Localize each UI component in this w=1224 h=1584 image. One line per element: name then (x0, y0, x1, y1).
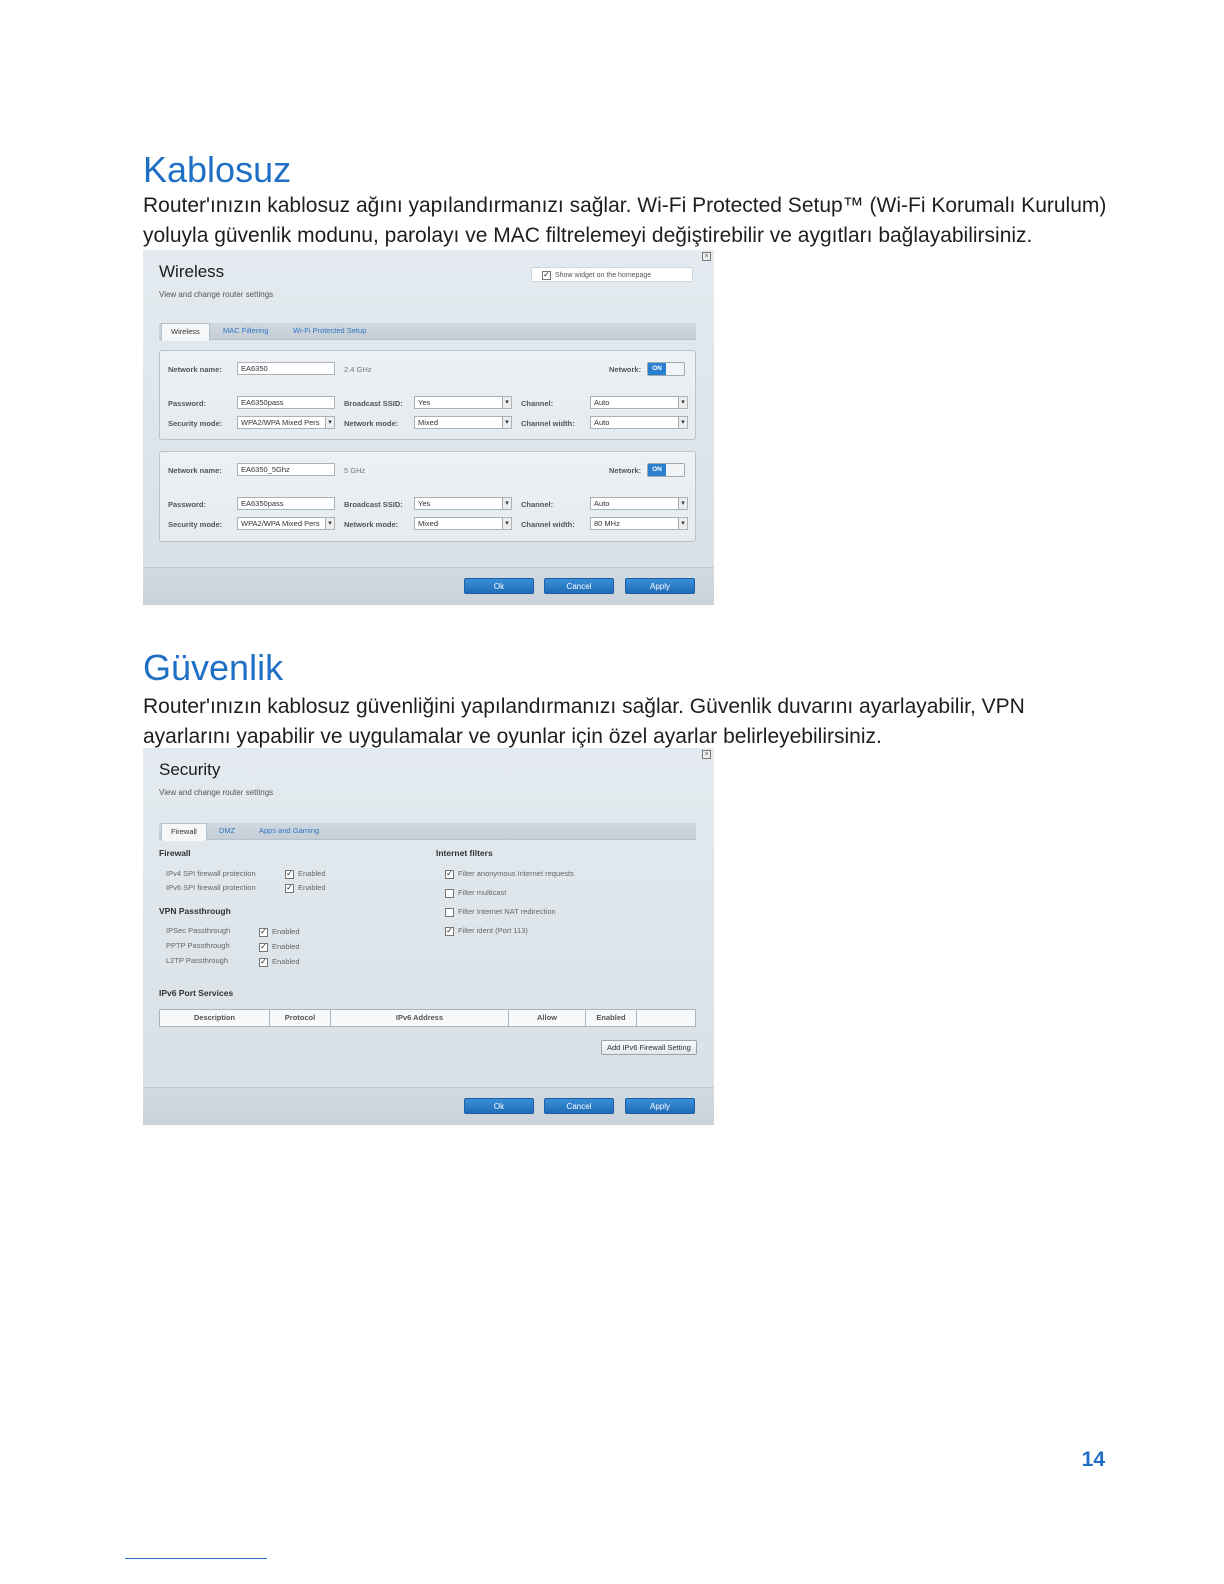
pptp-checkbox[interactable] (259, 942, 300, 952)
channel-width-label: Channel width: (521, 419, 575, 428)
checkbox-checked-icon[interactable]: ✓ (260, 926, 267, 936)
firewall-heading: Firewall (159, 848, 191, 858)
section-guvenlik-para-line1: Router'ınızın kablosuz güvenliğini yapılandırmanızı sağlar. Güvenlik duvarını ayarlayabilir, VPN (143, 695, 1025, 718)
panel-title: Security (159, 760, 221, 779)
broadcast-ssid-label: Broadcast SSID: (344, 399, 403, 408)
channel-select[interactable]: Auto ▾ (590, 396, 688, 409)
ok-button[interactable]: Ok (464, 578, 534, 594)
checkbox-unchecked-icon[interactable] (445, 908, 454, 917)
panel-subtitle: View and change router settings (159, 788, 274, 797)
security-mode-select[interactable]: WPA2/WPA Mixed Pers ▾ (237, 517, 335, 530)
filter-ident-checkbox[interactable] (445, 926, 528, 936)
section-guvenlik (143, 648, 1123, 752)
filter-multicast-checkbox[interactable] (445, 888, 506, 898)
network-mode-label: Network mode: (344, 520, 399, 529)
cancel-button[interactable]: Cancel (544, 1098, 614, 1114)
page-number: 14 (1081, 1448, 1105, 1471)
enabled-label: Enabled (298, 869, 326, 878)
password-label: Password: (168, 399, 206, 408)
footnote-rule (125, 1558, 267, 1559)
ipsec-checkbox[interactable] (259, 927, 300, 937)
column-header-description: Description (160, 1010, 270, 1026)
security-mode-label: Security mode: (168, 419, 223, 428)
tab-wifi-protected-setup[interactable]: Wi-Fi Protected Setup (293, 326, 367, 335)
l2tp-label: L2TP Passthrough (166, 956, 228, 965)
network-mode-label: Network mode: (344, 419, 399, 428)
filter-anonymous-checkbox[interactable] (445, 869, 574, 879)
tab-wireless[interactable]: Wireless (161, 323, 210, 341)
channel-select[interactable]: Auto ▾ (590, 497, 688, 510)
checkbox-checked-icon[interactable]: ✓ (260, 956, 267, 966)
ipv6-port-services-heading: IPv6 Port Services (159, 988, 234, 998)
broadcast-ssid-label: Broadcast SSID: (344, 500, 403, 509)
vpn-passthrough-heading: VPN Passthrough (159, 906, 231, 916)
section-kablosuz (143, 150, 1123, 251)
ok-button[interactable]: Ok (464, 1098, 534, 1114)
enabled-label: Enabled (272, 942, 300, 951)
filter-nat-label: Filter Internet NAT redirection (458, 907, 556, 916)
show-widget-toggle[interactable] (531, 267, 693, 282)
channel-label: Channel: (521, 399, 554, 408)
pptp-label: PPTP Passthrough (166, 941, 230, 950)
panel-title: Wireless (159, 262, 225, 281)
ipv4-spi-checkbox[interactable] (285, 869, 326, 879)
panel-footer (143, 1087, 714, 1125)
ipv6-port-services-table (159, 1009, 696, 1027)
apply-button[interactable]: Apply (625, 578, 695, 594)
close-icon[interactable]: × (702, 750, 711, 759)
section-title-kablosuz: Kablosuz (143, 149, 292, 190)
add-ipv6-firewall-button[interactable]: Add IPv6 Firewall Setting (601, 1040, 697, 1055)
channel-width-label: Channel width: (521, 520, 575, 529)
checkbox-checked-icon[interactable]: ✓ (286, 882, 293, 892)
checkbox-checked-icon[interactable]: ✓ (543, 269, 550, 279)
column-header-ipv6-address: IPv6 Address (331, 1010, 509, 1026)
network-name-input[interactable]: EA6350 (237, 362, 335, 375)
section-title-guvenlik: Güvenlik (143, 647, 284, 688)
cancel-button[interactable]: Cancel (544, 578, 614, 594)
security-panel-screenshot (143, 748, 714, 1125)
checkbox-checked-icon[interactable]: ✓ (286, 868, 293, 878)
column-header-allow: Allow (509, 1010, 586, 1026)
apply-button[interactable]: Apply (625, 1098, 695, 1114)
filter-multicast-label: Filter multicast (458, 888, 507, 897)
network-mode-select[interactable]: Mixed ▾ (414, 416, 512, 429)
network-toggle[interactable] (647, 362, 685, 376)
wireless-panel-screenshot (143, 250, 714, 605)
section-guvenlik-para-line2: ayarlarını yapabilir ve uygulamalar ve oyunlar için özel ayarlar belirleyebilirsiniz. (143, 725, 882, 748)
toggle-on-label: ON (648, 363, 666, 375)
l2tp-checkbox[interactable] (259, 957, 300, 967)
column-header-protocol: Protocol (270, 1010, 331, 1026)
security-tabstrip (159, 823, 696, 840)
panel-subtitle: View and change router settings (159, 290, 274, 299)
internet-filters-heading: Internet filters (436, 848, 493, 858)
tab-apps-and-gaming[interactable]: Apps and Gaming (259, 826, 320, 835)
column-header-enabled: Enabled (586, 1010, 637, 1026)
tab-dmz[interactable]: DMZ (219, 826, 236, 835)
security-mode-select[interactable]: WPA2/WPA Mixed Pers ▾ (237, 416, 335, 429)
network-toggle[interactable] (647, 463, 685, 477)
network-label: Network: (609, 365, 642, 374)
wireless-tabstrip (159, 323, 696, 340)
ipv4-spi-label: IPv4 SPI firewall protection (166, 869, 256, 878)
filter-nat-redirection-checkbox[interactable] (445, 907, 556, 917)
panel-footer (143, 567, 714, 605)
filter-ident-label: Filter ident (Port 113) (458, 926, 528, 935)
channel-width-select[interactable]: 80 MHz ▾ (590, 517, 688, 530)
security-mode-label: Security mode: (168, 520, 223, 529)
show-widget-label: Show widget on the homepage (555, 272, 652, 279)
password-input[interactable]: EA6350pass (237, 497, 335, 510)
network-label: Network: (609, 466, 642, 475)
toggle-on-label: ON (648, 464, 666, 476)
frequency-label: 5 GHz (344, 466, 366, 475)
enabled-label: Enabled (272, 957, 300, 966)
ipsec-label: IPSec Passthrough (166, 926, 231, 935)
checkbox-checked-icon[interactable]: ✓ (446, 925, 453, 935)
password-label: Password: (168, 500, 206, 509)
close-icon[interactable]: × (702, 252, 711, 261)
enabled-label: Enabled (272, 927, 300, 936)
band-24ghz-settings (159, 350, 696, 440)
network-name-input[interactable]: EA6350_5Ghz (237, 463, 335, 476)
checkbox-checked-icon[interactable]: ✓ (446, 868, 453, 878)
ipv6-spi-checkbox[interactable] (285, 883, 326, 893)
network-name-label: Network name: (168, 466, 222, 475)
enabled-label: Enabled (298, 883, 326, 892)
filter-anonymous-label: Filter anonymous Internet requests (458, 869, 574, 878)
broadcast-ssid-select[interactable]: Yes ▾ (414, 396, 512, 409)
section-kablosuz-para-line1: Router'ınızın kablosuz ağını yapılandırmanızı sağlar. Wi-Fi Protected Setup™ (Wi-Fi Korumalı Kurulum) (143, 194, 1107, 217)
channel-width-select[interactable]: Auto ▾ (590, 416, 688, 429)
network-mode-select[interactable]: Mixed ▾ (414, 517, 512, 530)
section-kablosuz-para-line2: yoluyla güvenlik modunu, parolayı ve MAC filtrelemeyi değiştirebilir ve aygıtları bağlayabilirsiniz. (143, 224, 1033, 247)
ipv6-spi-label: IPv6 SPI firewall protection (166, 883, 256, 892)
checkbox-checked-icon[interactable]: ✓ (260, 941, 267, 951)
band-5ghz-settings (159, 451, 696, 542)
checkbox-unchecked-icon[interactable] (445, 889, 454, 898)
broadcast-ssid-select[interactable]: Yes ▾ (414, 497, 512, 510)
tab-mac-filtering[interactable]: MAC Filtering (223, 326, 269, 335)
tab-firewall[interactable]: Firewall (161, 823, 207, 841)
frequency-label: 2.4 GHz (344, 365, 372, 374)
channel-label: Channel: (521, 500, 554, 509)
network-name-label: Network name: (168, 365, 222, 374)
password-input[interactable]: EA6350pass (237, 396, 335, 409)
